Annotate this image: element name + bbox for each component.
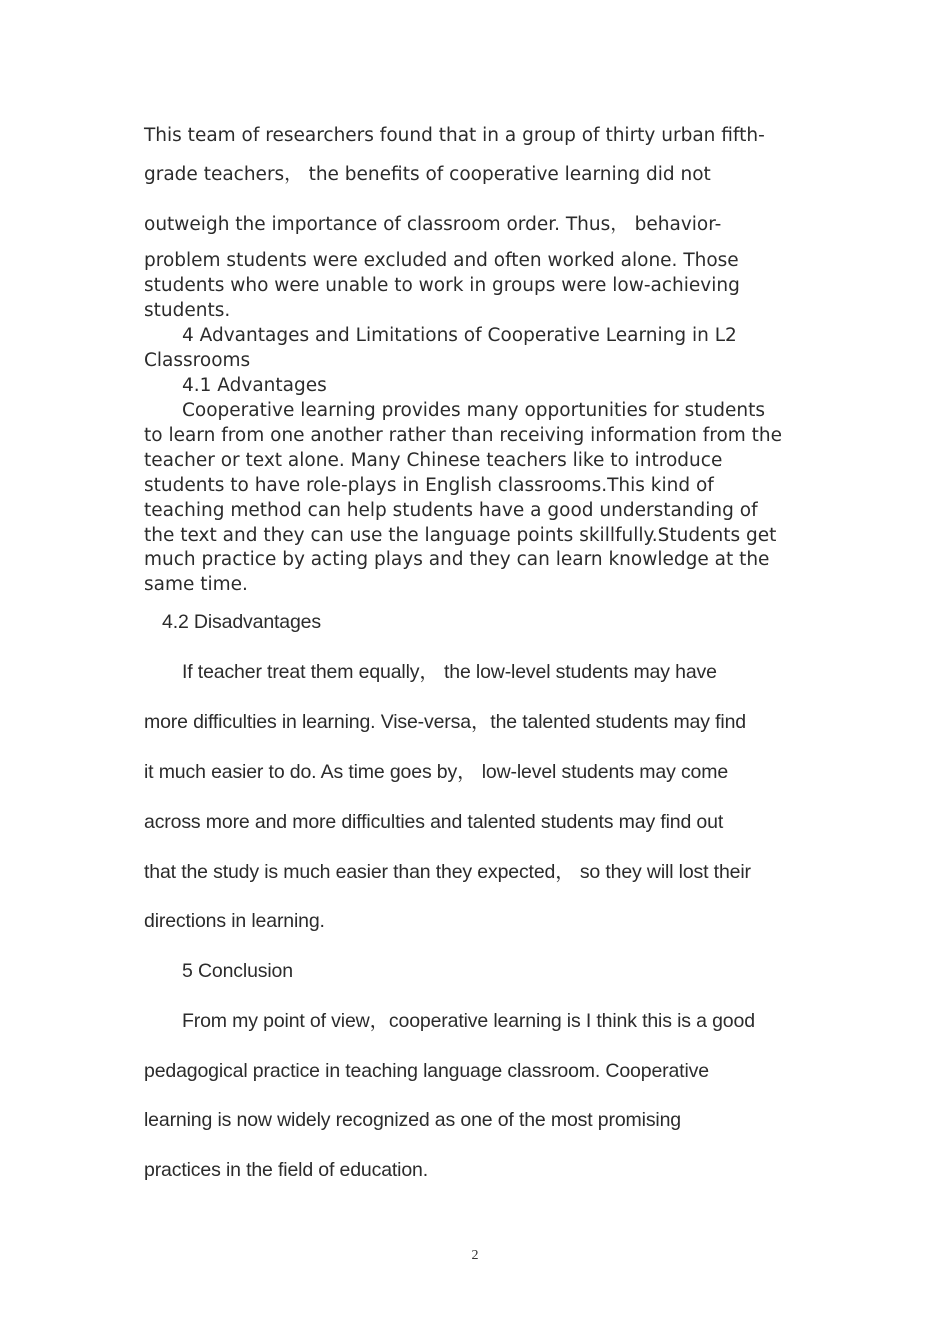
paragraph-line: across more and more difficulties and talented students may find out [144,811,724,833]
paragraph-line: outweigh the importance of classroom order. Thus， behavior- [144,214,722,235]
section-heading: 5 Conclusion [182,960,293,982]
subsection-heading: 4.1 Advantages [182,375,327,396]
paragraph-line: to learn from one another rather than receiving information from the [144,425,783,446]
paragraph-line: it much easier to do. As time goes by， low-level students may come [144,761,729,783]
paragraph-line: students. [144,300,231,321]
paragraph-line: students who were unable to work in groups were low-achieving [144,275,740,296]
paragraph-line: pedagogical practice in teaching language classroom. Cooperative [144,1060,709,1082]
paragraph-line: that the study is much easier than they expected， so they will lost their [144,861,751,883]
paragraph-line: much practice by acting plays and they can learn knowledge at the [144,549,770,570]
paragraph-line: grade teachers， the benefits of cooperative learning did not [144,164,711,185]
paragraph-line: Cooperative learning provides many opportunities for students [182,400,766,421]
paragraph-line: problem students were excluded and often worked alone. Those [144,250,739,271]
paragraph-line: From my point of view，cooperative learning is I think this is a good [182,1010,755,1032]
paragraph-line: more difficulties in learning. Vise-versa，the talented students may find [144,711,746,733]
section-heading: Classrooms [144,350,251,371]
paragraph-line: practices in the field of education. [144,1159,429,1181]
paragraph-line: the text and they can use the language points skillfully.Students get [144,525,777,546]
paragraph-line: same time. [144,574,248,595]
paragraph-line: directions in learning. [144,910,325,932]
paragraph-line: students to have role-plays in English classrooms.This kind of [144,475,714,496]
paragraph-line: This team of researchers found that in a group of thirty urban fifth- [144,125,765,146]
paragraph-line: If teacher treat them equally， the low-level students may have [182,661,717,683]
paragraph-line: teacher or text alone. Many Chinese teachers like to introduce [144,450,723,471]
paragraph-line: teaching method can help students have a good understanding of [144,500,758,521]
page-number: 2 [471,1248,479,1263]
section-heading: 4 Advantages and Limitations of Cooperative Learning in L2 [182,325,737,346]
paragraph-line: learning is now widely recognized as one of the most promising [144,1109,681,1131]
subsection-heading: 4.2 Disadvantages [162,611,321,633]
